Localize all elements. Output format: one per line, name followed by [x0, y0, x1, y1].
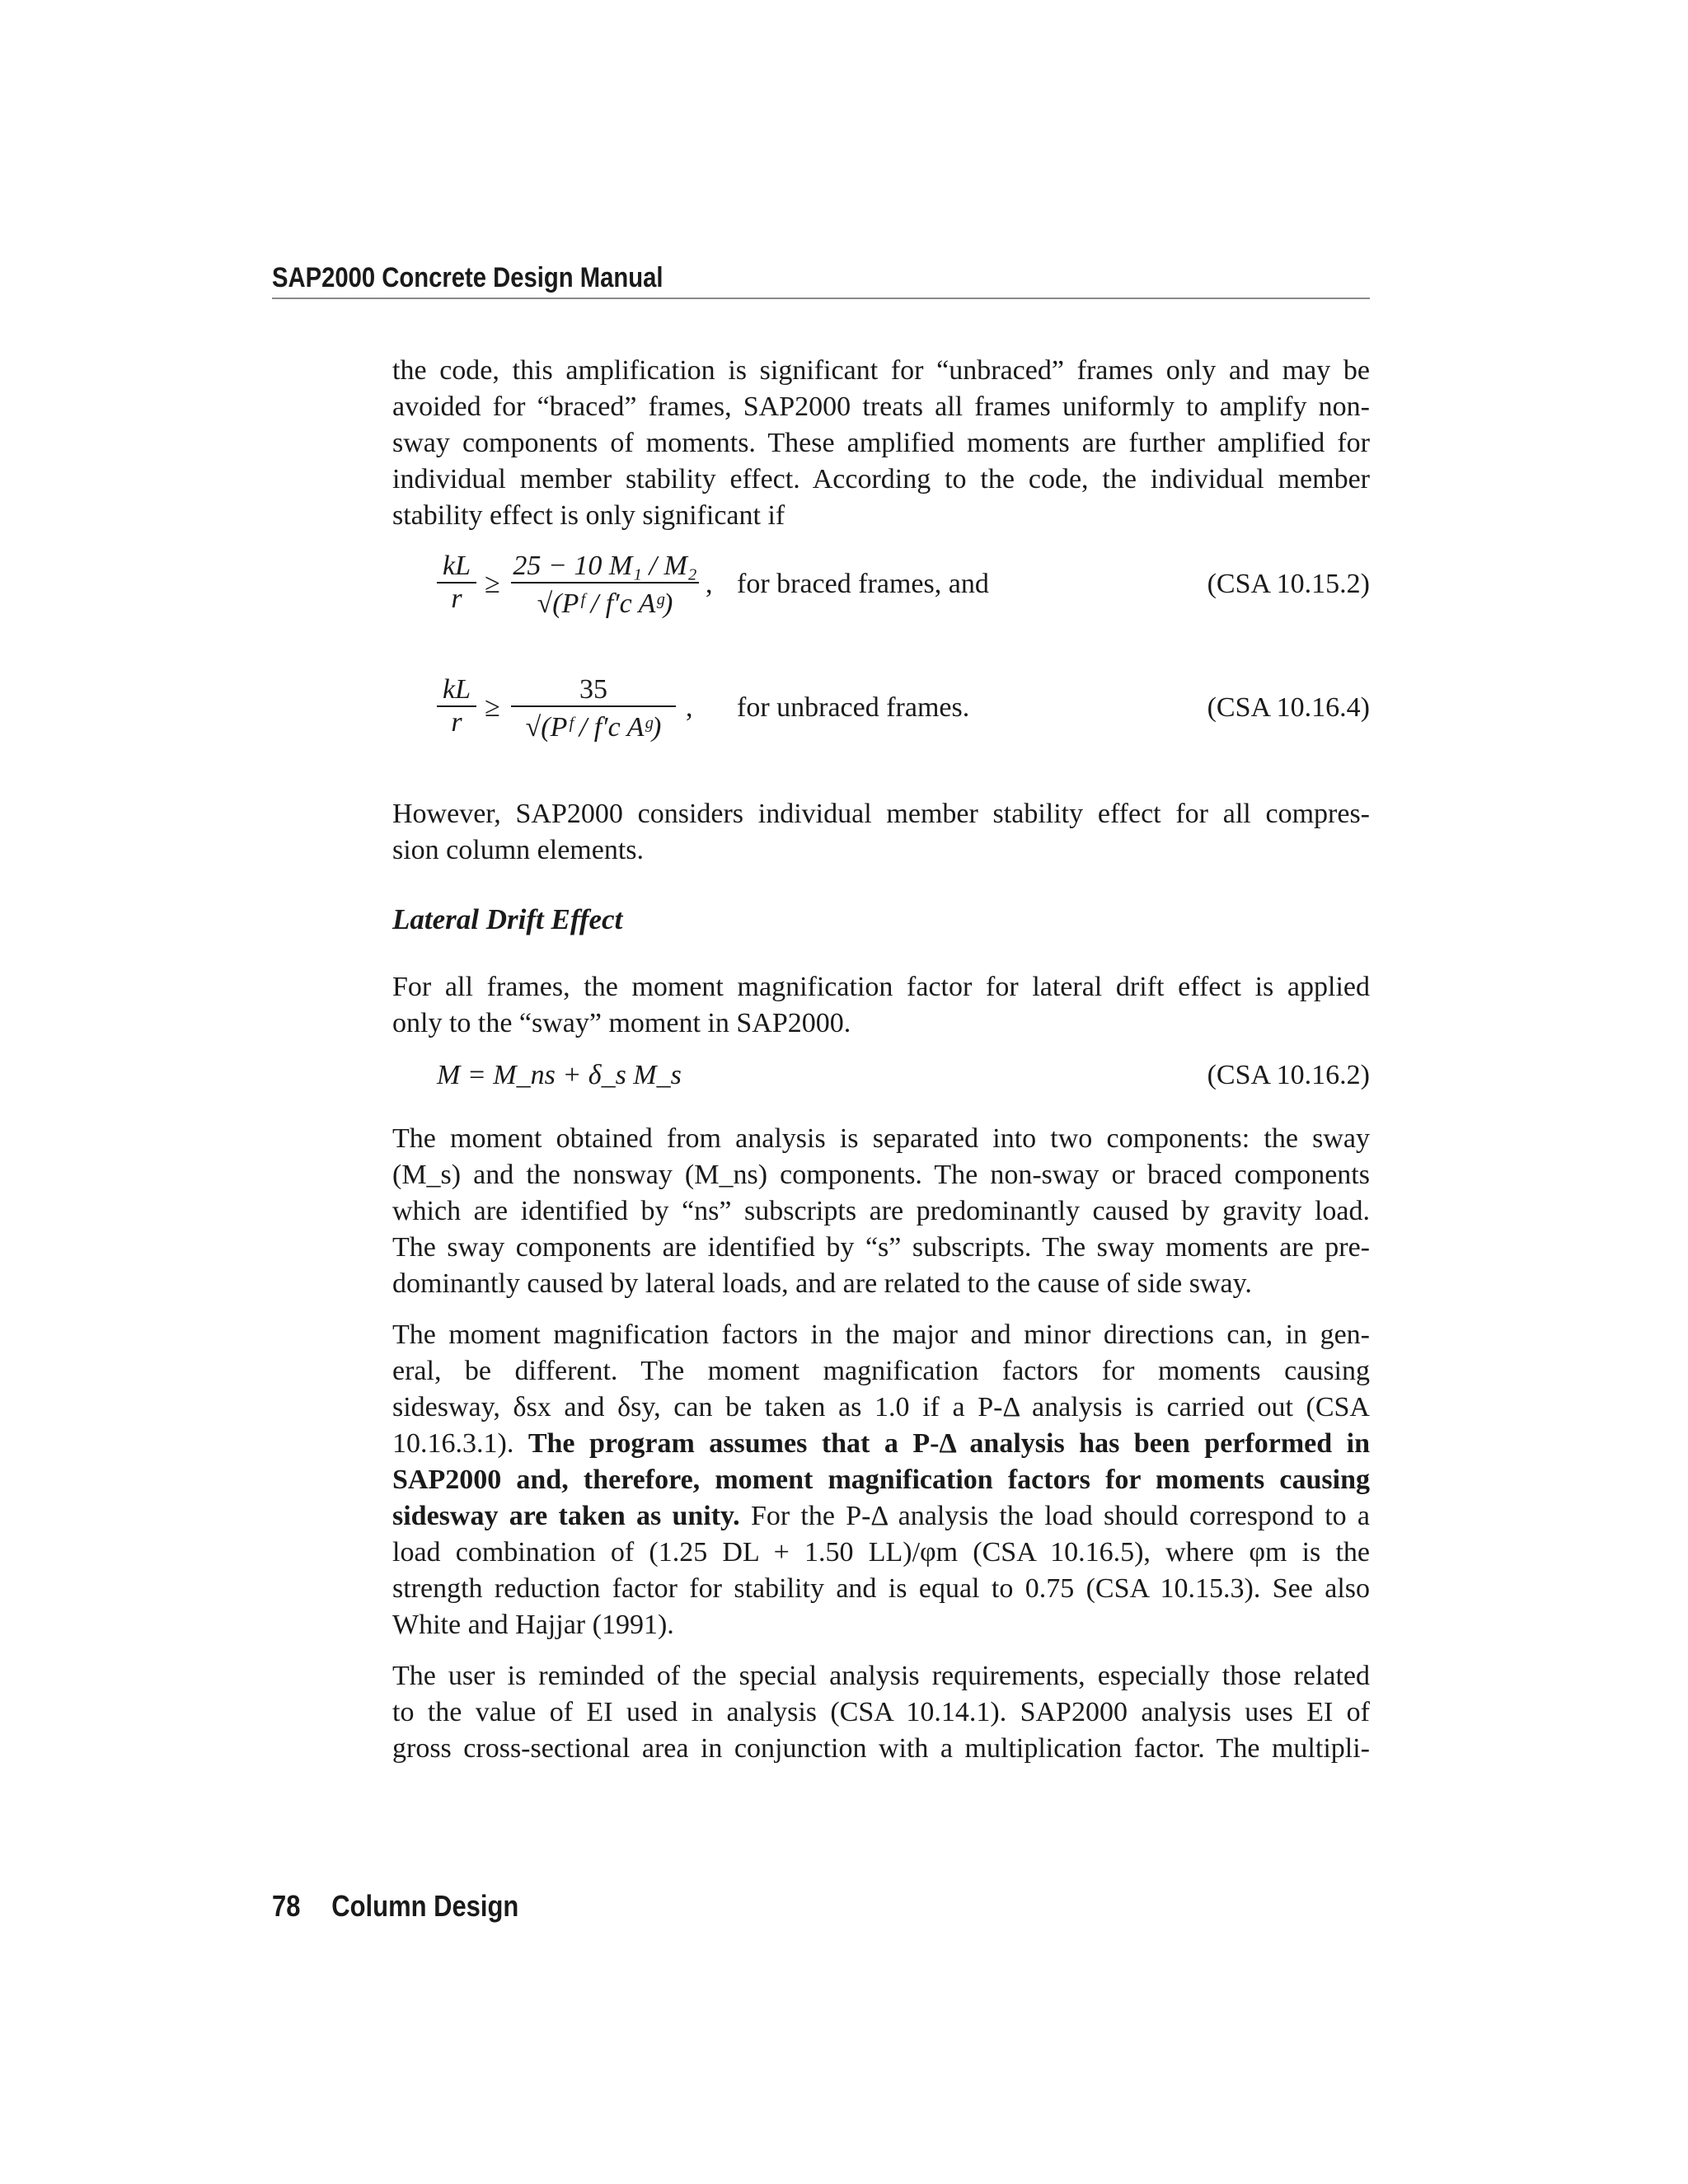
text-line: eral, be different. The moment magnification factors for moments causing [392, 1356, 1370, 1386]
page-footer [272, 1889, 518, 1924]
equation-reference: (CSA 10.15.2) [1207, 569, 1370, 599]
bold-text: The program assumes that a P-Δ analysis has been performed in [528, 1428, 1370, 1459]
text-line: strength reduction factor for stability and is equal to 0.75 (CSA 10.15.3). See also [392, 1573, 1370, 1604]
comma: , [706, 569, 713, 599]
text-segment: 10.16.3.1). [392, 1428, 514, 1459]
geq-symbol: ≥ [485, 569, 500, 599]
text-segment: For the P-Δ analysis the load should correspond to a [750, 1501, 1370, 1531]
rhs-numerator: 25 − 10 M₁ / M₂ [513, 551, 697, 581]
bold-text: SAP2000 and, therefore, moment magnification factors for moments causing [392, 1465, 1370, 1495]
page-number: 78 [272, 1889, 301, 1923]
text-line [392, 1426, 1370, 1462]
text-line: The user is reminded of the special analysis requirements, especially those related [392, 1661, 1370, 1691]
text-line: sidesway, δsx and δsy, can be taken as 1.0 if a P-Δ analysis is carried out (CSA [392, 1392, 1370, 1422]
lhs-fraction [437, 551, 476, 615]
text-line: For all frames, the moment magnification factor for lateral drift effect is applied [392, 972, 1370, 1002]
rhs-denominator: √(Pᶠ / f′c Aᵍ) [537, 588, 673, 619]
equation-braced [437, 551, 1370, 658]
paragraph-user-reminder [392, 1658, 1370, 1767]
lhs-denominator: r [451, 707, 462, 738]
paragraph-however [392, 796, 1370, 869]
lhs-denominator: r [451, 583, 462, 614]
lhs-fraction [437, 674, 476, 738]
manual-title: SAP2000 Concrete Design Manual [272, 262, 663, 293]
text-line: However, SAP2000 considers individual member stability effect for all compres- [392, 799, 1370, 829]
rhs-fraction [511, 551, 699, 620]
text-line: The sway components are identified by “s” subscripts. The sway moments are pre- [392, 1232, 1370, 1263]
equation-moment [437, 1060, 1370, 1101]
paragraph-intro [392, 353, 1370, 534]
condition-text: for braced frames, and [737, 569, 989, 599]
bold-text: sidesway are taken as unity. [392, 1501, 740, 1531]
text-line: the code, this amplification is significant for “unbraced” frames only and may be [392, 355, 1370, 386]
section-name: Column Design [331, 1889, 519, 1923]
text-line: sway components of moments. These amplified moments are further amplified for [392, 428, 1370, 458]
text-line: (M_s) and the nonsway (M_ns) components. The non-sway or braced components [392, 1160, 1370, 1190]
paragraph-components [392, 1121, 1370, 1302]
moment-expression: M = M_ns + δ_s M_s [437, 1060, 682, 1090]
text-line: to the value of EI used in analysis (CSA 10.14.1). SAP2000 analysis uses EI of [392, 1697, 1370, 1727]
text-line: load combination of (1.25 DL + 1.50 LL)/φm (CSA 10.16.5), where φm is the [392, 1537, 1370, 1568]
text-line: sion column elements. [392, 835, 645, 865]
lhs-numerator: kL [443, 551, 471, 581]
rhs-denominator: √(Pᶠ / f′c Aᵍ) [525, 712, 662, 743]
rhs-fraction [511, 674, 676, 743]
text-line: avoided for “braced” frames, SAP2000 treats all frames uniformly to amplify non- [392, 391, 1370, 422]
equation-unbraced [437, 674, 1370, 781]
equation-reference: (CSA 10.16.2) [1207, 1060, 1370, 1090]
text-line [392, 1462, 1370, 1498]
paragraph-magnification [392, 1317, 1370, 1643]
condition-text: for unbraced frames. [737, 692, 970, 723]
text-line: The moment obtained from analysis is separated into two components: the sway [392, 1123, 1370, 1154]
geq-symbol: ≥ [485, 692, 500, 723]
rhs-numerator: 35 [579, 674, 607, 705]
text-line: individual member stability effect. According to the code, the individual member [392, 464, 1370, 494]
running-header [272, 262, 1370, 299]
text-line: which are identified by “ns” subscripts are predominantly caused by gravity load. [392, 1196, 1370, 1226]
text-line: stability effect is only significant if [392, 500, 785, 531]
text-line: The moment magnification factors in the major and minor directions can, in gen- [392, 1319, 1370, 1350]
comma: , [686, 692, 693, 723]
paragraph-all-frames [392, 969, 1370, 1042]
text-line: gross cross-sectional area in conjunction with a multiplication factor. The multipli- [392, 1733, 1370, 1764]
equation-reference: (CSA 10.16.4) [1207, 692, 1370, 723]
text-line: only to the “sway” moment in SAP2000. [392, 1008, 851, 1038]
text-line: White and Hajjar (1991). [392, 1610, 674, 1640]
text-line: dominantly caused by lateral loads, and are related to the cause of side sway. [392, 1268, 1252, 1299]
lhs-numerator: kL [443, 674, 471, 705]
section-heading: Lateral Drift Effect [392, 903, 623, 935]
text-line [392, 1498, 1370, 1535]
